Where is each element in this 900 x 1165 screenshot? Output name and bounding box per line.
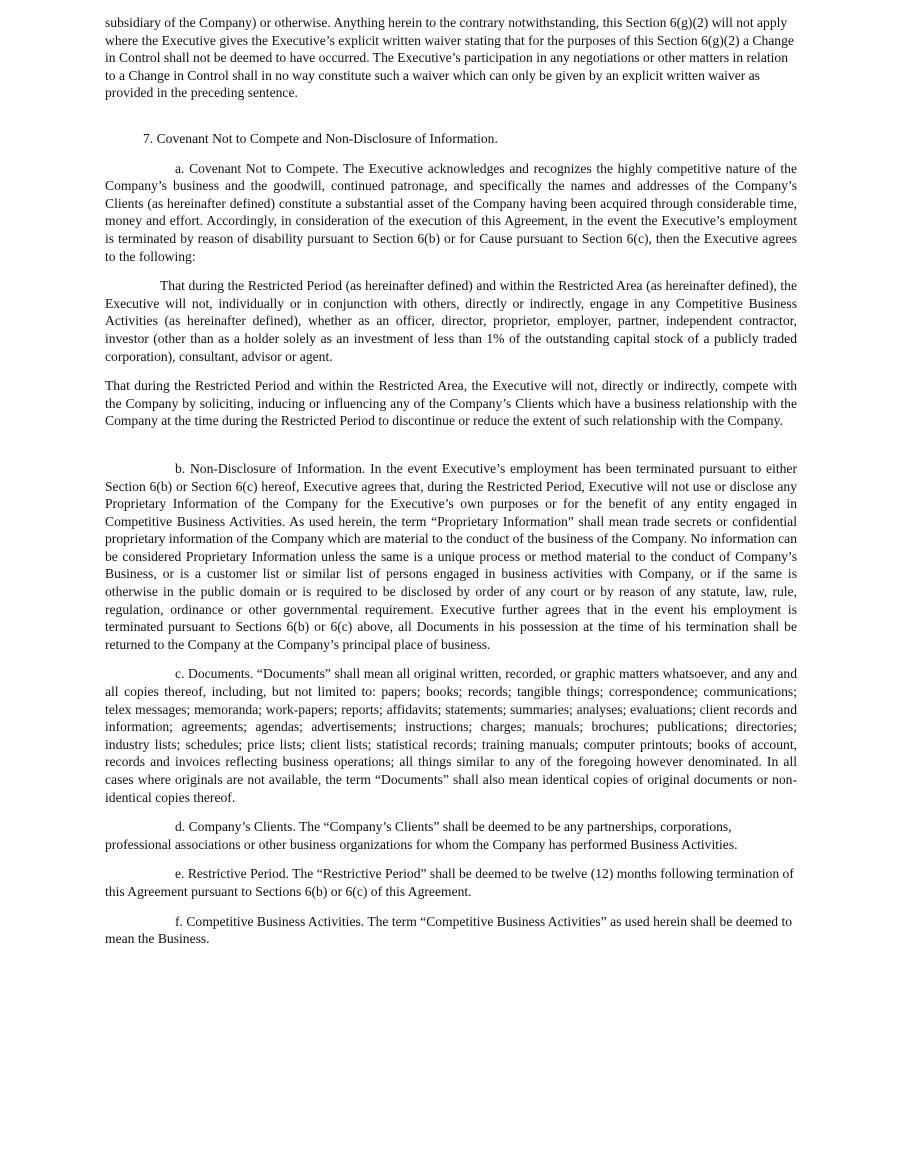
section-7d-paragraph: d. Company’s Clients. The “Company’s Clients” shall be deemed to be any partnerships, corporations, professional associations or other business organizations for whom the Company has performed Business Activities. xyxy=(105,819,738,852)
section-7a-clause-2: That during the Restricted Period and within the Restricted Area, the Executive will not, directly or indirectly, compete with the Company by soliciting, inducing or influencing any of the Company’s Clients which have a business relationship with the Company at the time during the Restricted Period to discontinue or reduce the extent of such relationship with the Company. xyxy=(105,378,797,429)
section-7c-paragraph: c. Documents. “Documents” shall mean all original written, recorded, or graphic matters whatsoever, and any and all copies thereof, including, but not limited to: papers; books; records; tangible things; correspondence; communications; telex messages; memoranda; work-papers; reports; affidavits; statements; summaries; analyses; evaluations; client records and information; agreements; agendas; advertisements; instructions; charges; manuals; brochures; publications; directories; industry lists; schedules; price lists; client lists; statistical records; training manuals; computer printouts; books of account, records and invoices reflecting business operations; all things similar to any of the foregoing however denominated. In all cases where originals are not available, the term “Documents” shall also mean identical copies of original documents or non-identical copies thereof. xyxy=(105,666,797,805)
continuation-paragraph: subsidiary of the Company) or otherwise. Anything herein to the contrary notwithstanding, this Section 6(g)(2) will not apply where the Executive gives the Executive’s explicit written waiver stating that for the purposes of this Section 6(g)(2) a Change in Control shall not be deemed to have occurred. The Executive’s participation in any negotiations or other matters in relation to a Change in Control shall in no way constitute such a waiver which can only be given by an explicit written waiver as provided in the preceding sentence. xyxy=(105,15,794,101)
section-7e-paragraph: e. Restrictive Period. The “Restrictive Period” shall be deemed to be twelve (12) months following termination of this Agreement pursuant to Sections 6(b) or 6(c) of this Agreement. xyxy=(105,866,794,899)
section-7a-clause-1: That during the Restricted Period (as hereinafter defined) and within the Restricted Area (as hereinafter defined), the Executive will not, individually or in conjunction with others, directly or indirectly, engage in any Competitive Business Activities (as hereinafter defined), whether as an officer, director, proprietor, employer, partner, independent contractor, investor (other than as a holder solely as an investment of less than 1% of the outstanding capital stock of a publicly traded corporation), consultant, advisor or agent. xyxy=(105,278,797,364)
section-7f-paragraph: f. Competitive Business Activities. The term “Competitive Business Activities” as used herein shall be deemed to mean the Business. xyxy=(105,913,793,947)
section-7b-paragraph: b. Non-Disclosure of Information. In the event Executive’s employment has been terminated pursuant to either Section 6(b) or Section 6(c) hereof, Executive agrees that, during the Restricted Period, Executive will not use or disclose any Proprietary Information of the Company for the Executive’s own purposes or for the benefit of any entity engaged in Competitive Business Activities. As used herein, the term “Proprietary Information” shall mean trade secrets or confidential proprietary information of the Company which are material to the conduct of the business of the Company. No information can be considered Proprietary Information unless the same is a unique process or method material to the conduct of Company’s Business, or is a customer list or similar list of persons engaged in business activities with Company, or if the same is otherwise in the public domain or is required to be disclosed by order of any court or by reason of any statute, law, rule, regulation, ordinance or other governmental requirement. Executive further agrees that in the event his employment is terminated pursuant to Sections 6(b) or 6(c) above, all Documents in his possession at the time of his termination shall be returned to the Company at the Company’s principal place of business. xyxy=(105,460,797,652)
section-7-heading: 7. Covenant Not to Compete and Non-Disclosure of Information. xyxy=(143,131,498,146)
document-page xyxy=(105,14,797,948)
section-7a-paragraph: a. Covenant Not to Compete. The Executive acknowledges and recognizes the highly competitive nature of the Company’s business and the goodwill, continued patronage, and specifically the names and addresses of the Company’s Clients (as hereinafter defined) constitute a substantial asset of the Company having been acquired through considerable time, money and effort. Accordingly, in consideration of the execution of this Agreement, in the event the Executive’s employment is terminated by reason of disability pursuant to Section 6(b) or for Cause pursuant to Section 6(c), then the Executive agrees to the following: xyxy=(105,160,797,264)
